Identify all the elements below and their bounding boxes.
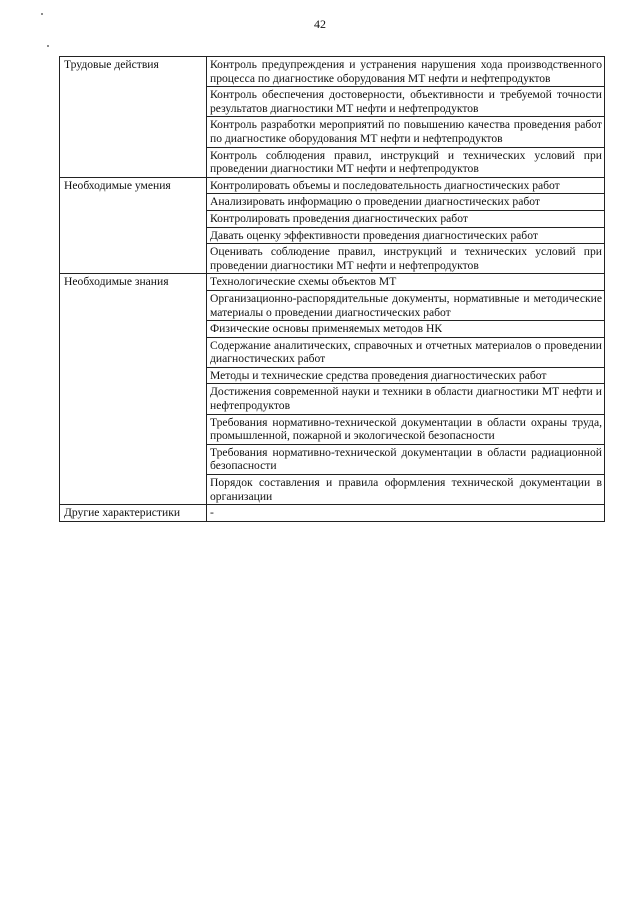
row-item: Требования нормативно-технической документации в области радиационной безопасности: [207, 444, 605, 474]
row-label: Трудовые действия: [60, 57, 207, 178]
scan-speck: [47, 45, 49, 47]
row-item: Порядок составления и правила оформления технической документации в организации: [207, 475, 605, 505]
table-row: [60, 274, 605, 291]
row-item: Методы и технические средства проведения диагностических работ: [207, 367, 605, 384]
row-label: Необходимые умения: [60, 177, 207, 274]
table-row: [60, 57, 605, 87]
page-number: 42: [314, 17, 326, 31]
row-item: Содержание аналитических, справочных и отчетных материалов о проведении диагностических работ: [207, 337, 605, 367]
row-item: Контроль предупреждения и устранения нарушения хода производственного процесса по диагностике оборудования МТ нефти и нефтепродуктов: [207, 57, 605, 87]
row-label: Другие характеристики: [60, 505, 207, 522]
competency-table: [59, 56, 605, 522]
row-item: Контролировать проведения диагностических работ: [207, 210, 605, 227]
row-item: Достижения современной науки и техники в области диагностики МТ нефти и нефтепродуктов: [207, 384, 605, 414]
row-item: Контроль разработки мероприятий по повышению качества проведения работ по диагностике оборудования МТ нефти и нефтепродуктов: [207, 117, 605, 147]
row-item: Технологические схемы объектов МТ: [207, 274, 605, 291]
row-item: Контроль обеспечения достоверности, объективности и требуемой точности результатов диагностики МТ нефти и нефтепродуктов: [207, 87, 605, 117]
scan-speck: [41, 13, 43, 15]
table-row: [60, 505, 605, 522]
row-item: Контроль соблюдения правил, инструкций и технических условий при проведении диагностики МТ нефти и нефтепродуктов: [207, 147, 605, 177]
row-item: Организационно-распорядительные документы, нормативные и методические материалы о проведении диагностических работ: [207, 290, 605, 320]
row-item: Давать оценку эффективности проведения диагностических работ: [207, 227, 605, 244]
row-item: -: [207, 505, 605, 522]
row-item: Оценивать соблюдение правил, инструкций и технических условий при проведении диагностики МТ нефти и нефтепродуктов: [207, 244, 605, 274]
row-item: Контролировать объемы и последовательность диагностических работ: [207, 177, 605, 194]
row-item: Физические основы применяемых методов НК: [207, 321, 605, 338]
row-item: Анализировать информацию о проведении диагностических работ: [207, 194, 605, 211]
row-item: Требования нормативно-технической документации в области охраны труда, промышленной, пожарной и экологической безопасности: [207, 414, 605, 444]
row-label: Необходимые знания: [60, 274, 207, 505]
table-row: [60, 177, 605, 194]
